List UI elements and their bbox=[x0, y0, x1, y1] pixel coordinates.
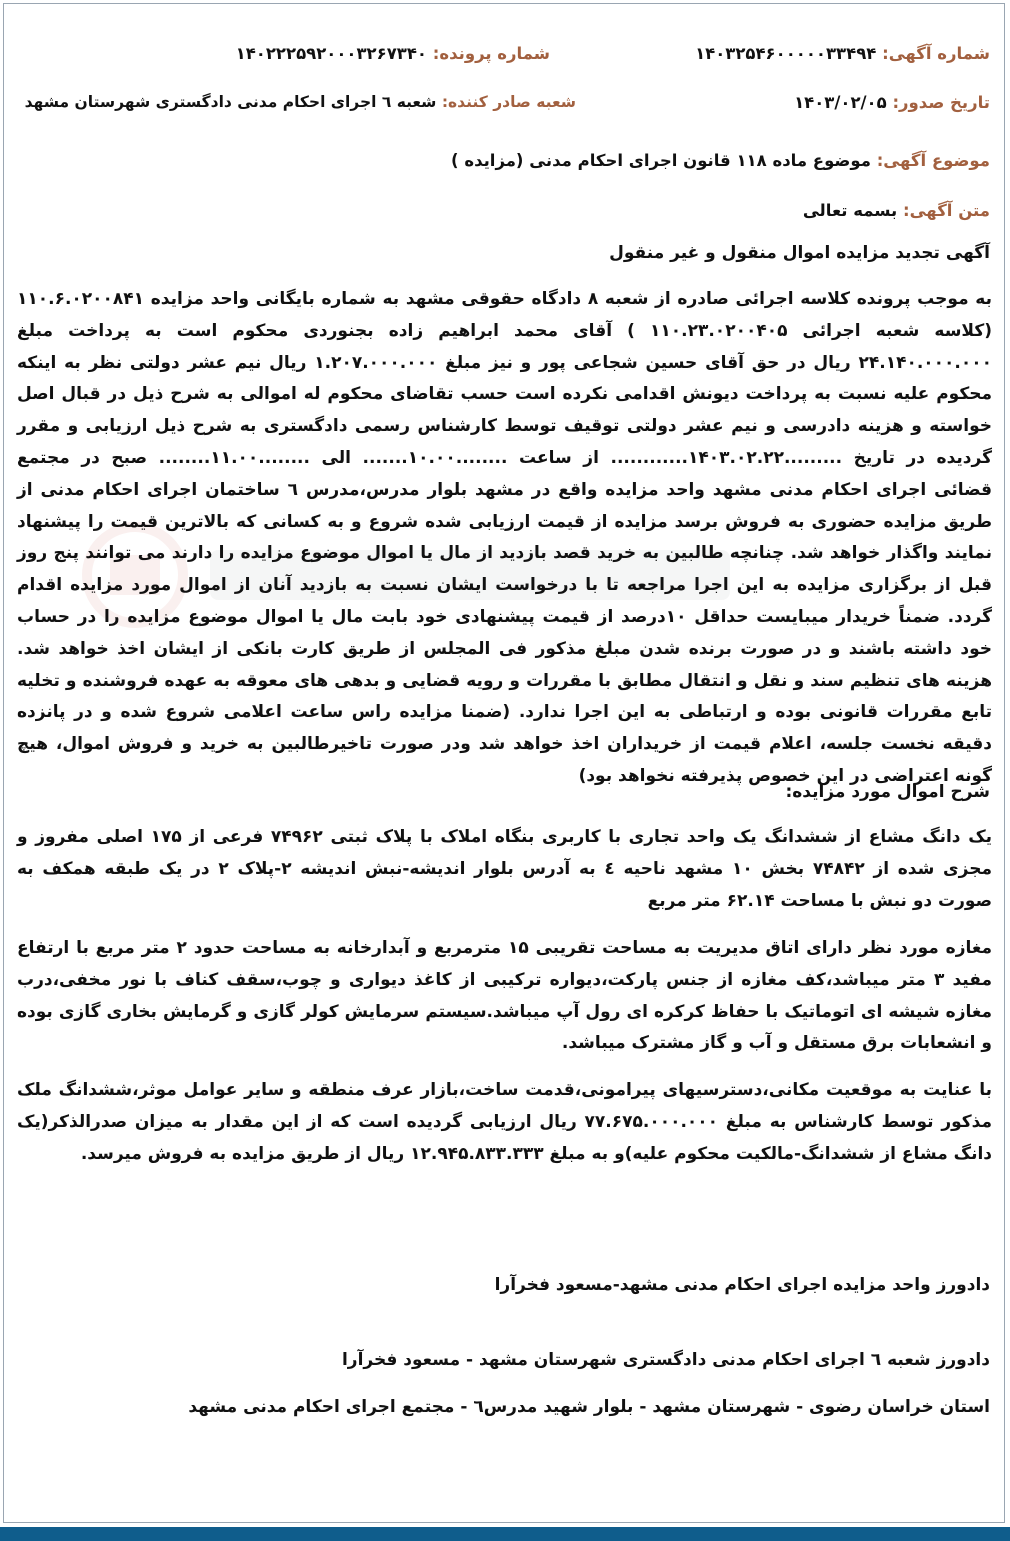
subject bbox=[451, 151, 990, 170]
issuer-label: شعبه صادر کننده: bbox=[441, 93, 576, 111]
signature-auction-unit: دادورز واحد مزایده اجرای احکام مدنی مشهد-مسعود فخرآرا bbox=[494, 1275, 990, 1295]
notice-text-value: بسمه تعالی bbox=[802, 201, 898, 220]
main-paragraph: به موجب پرونده کلاسه اجرائی صادره از شعبه ۸ دادگاه حقوقی مشهد به شماره بایگانی واحد مزایده ۱۱۰.۶.۰۲۰۰۸۴۱ (کلاسه شعبه اجرائی ۱۱۰.۲۳.۰۲۰۰۴۰۵ ) آقای محمد ابراهیم زاده بجنوردی محکوم است به پرداخت مبلغ ۲۴.۱۴۰.۰۰۰.۰۰۰ ریال در حق آقای حسین شجاعی پور و نیز مبلغ ۱.۲۰۷.۰۰۰.۰۰۰ ریال نیم عشر دولتی نظر به اینکه محکوم علیه نسبت به پرداخت دیونش اقدامی نکرده است حسب تقاضای محکوم له اموالی به شرح ذیل در قبال اصل خواسته و هزینه دادرسی و نیم عشر دولتی توقیف توسط کارشناس رسمی دادگستری به شرح ذیل ارزیابی و مقرر گردیده در تاریخ .........۱۴۰۳.۰۲.۲۲............ از ساعت ........۱۰.۰۰....... الی ........۱۱.۰۰........ صبح در مجتمع قضائی اجرای احکام مدنی مشهد واحد مزایده واقع در مشهد بلوار مدرس،مدرس ٦ ساختمان اجرای احکام مدنی از طریق مزایده حضوری به فروش برسد مزایده از قیمت ارزیابی شده شروع و به کسانی که بالاترین قیمت را پیشنهاد نمایند واگذار خواهد شد. چنانچه طالبین به خرید قصد بازدید از مال یا اموال موضوع مزایده را دارند می توانند پنج روز قبل از برگزاری مزایده به این اجرا مراجعه تا با درخواست ایشان نسبت به بازدید آنان از اموال مورد مزایده اقدام گردد. ضمناً خریدار میبایست حداقل ۱۰درصد از قیمت پیشنهادی خود بابت مال یا اموال موضوع مزایده را در حساب خود داشته باشند و در صورت برنده شدن مبلغ مذکور فی المجلس از طریق کارت بانکی از ایشان اخذ خواهد شد. هزینه های تنظیم سند و نقل و انتقال مطابق با مقررات و رویه قضایی و بدهی های معوقه به عهده فروشنده و تخلیه تابع مقررات قانونی بوده و ارتباطی به این اجرا ندارد. (ضمنا مزایده راس ساعت اعلامی شروع شده و در پانزده دقیقه نخست جلسه، اعلام قیمت از خریداران اخذ خواهد شد ودر صورت تاخیرطالبین به خرید و فروش اموال، هیچ گونه اعتراضی در این خصوص پذیرفته نخواهد بود) bbox=[17, 289, 993, 786]
case-number-value: ۱۴۰۲۲۲۵۹۲۰۰۰۳۲۶۷۳۴۰ bbox=[235, 44, 427, 63]
asset-description: یک دانگ مشاع از ششدانگ یک واحد تجاری با کاربری بنگاه املاک با پلاک ثبتی ۷۴۹۶۲ فرعی از ۱۷۵ اصلی مفروز و مجزی شده از ۷۴۸۴۲ بخش ۱۰ مشهد ناحیه ٤ به آدرس بلوار اندیشه-نبش اندیشه ۲-پلاک ۲ در یک طبقه همکف به صورت دو نبش با مساحت ۶۲.۱۴ متر مربع bbox=[17, 827, 992, 911]
ad-number bbox=[695, 44, 990, 63]
assets-heading: شرح اموال مورد مزایده: bbox=[785, 782, 990, 802]
issue-date-value: ۱۴۰۳/۰۲/۰۵ bbox=[794, 93, 887, 112]
issuer bbox=[25, 93, 576, 111]
bottom-bar bbox=[0, 1527, 1010, 1541]
ad-number-value: ۱۴۰۳۲۵۴۶۰۰۰۰۰۳۳۴۹۴ bbox=[695, 44, 877, 63]
case-number bbox=[236, 44, 550, 63]
issuer-value: شعبه ٦ اجرای احکام مدنی دادگستری شهرستان مشهد bbox=[24, 93, 437, 111]
subject-label: موضوع آگهی: bbox=[876, 151, 990, 170]
notice-title: آگهی تجدید مزایده اموال منقول و غیر منقول bbox=[609, 243, 990, 263]
signature-branch: دادورز شعبه ٦ اجرای احکام مدنی دادگستری شهرستان مشهد - مسعود فخرآرا bbox=[341, 1350, 990, 1370]
notice-text bbox=[803, 201, 990, 220]
case-number-label: شماره پرونده: bbox=[432, 44, 550, 63]
subject-value: موضوع ماده ۱۱۸ قانون اجرای احکام مدنی (مزایده ) bbox=[451, 151, 871, 170]
address: استان خراسان رضوی - شهرستان مشهد - بلوار شهید مدرس٦ - مجتمع اجرای احکام مدنی مشهد bbox=[188, 1397, 990, 1417]
ad-number-label: شماره آگهی: bbox=[882, 44, 990, 63]
notice-text-label: متن آگهی: bbox=[903, 201, 990, 220]
shop-description: مغازه مورد نظر دارای اتاق مدیریت به مساحت تقریبی ۱۵ مترمربع و آبدارخانه به مساحت حدود ۲ متر مربع با ارتفاع مفید ۳ متر میباشد،کف مغازه از جنس پارکت،دیواره ترکیبی از کاغذ دیواری و چوب،سقف کناف با نور مخفی،درب مغازه شیشه ای اتوماتیک با حفاظ کرکره ای رول آپ میباشد.سیستم سرمایش کولر گازی و گرمایش بخاری گازی بوده و انشعابات برق مستقل و آب و گاز مشترک میباشد. bbox=[17, 938, 992, 1054]
issue-date-label: تاریخ صدور: bbox=[892, 93, 990, 112]
issue-date bbox=[794, 93, 990, 112]
valuation-paragraph: با عنایت به موقعیت مکانی،دسترسیهای پیرامونی،قدمت ساخت،بازار عرف منطقه و سایر عوامل موثر،ششدانگ ملک مذکور توسط کارشناس به مبلغ ۷۷.۶۷۵.۰۰۰.۰۰۰ ریال ارزیابی گردیده است که از این مقدار به میزان صدرالذکر(یک دانگ مشاع از ششدانگ-مالکیت محکوم علیه)و به مبلغ ۱۲.۹۴۵.۸۳۳.۳۳۳ ریال از طریق مزایده به فروش میرسد. bbox=[17, 1080, 992, 1164]
